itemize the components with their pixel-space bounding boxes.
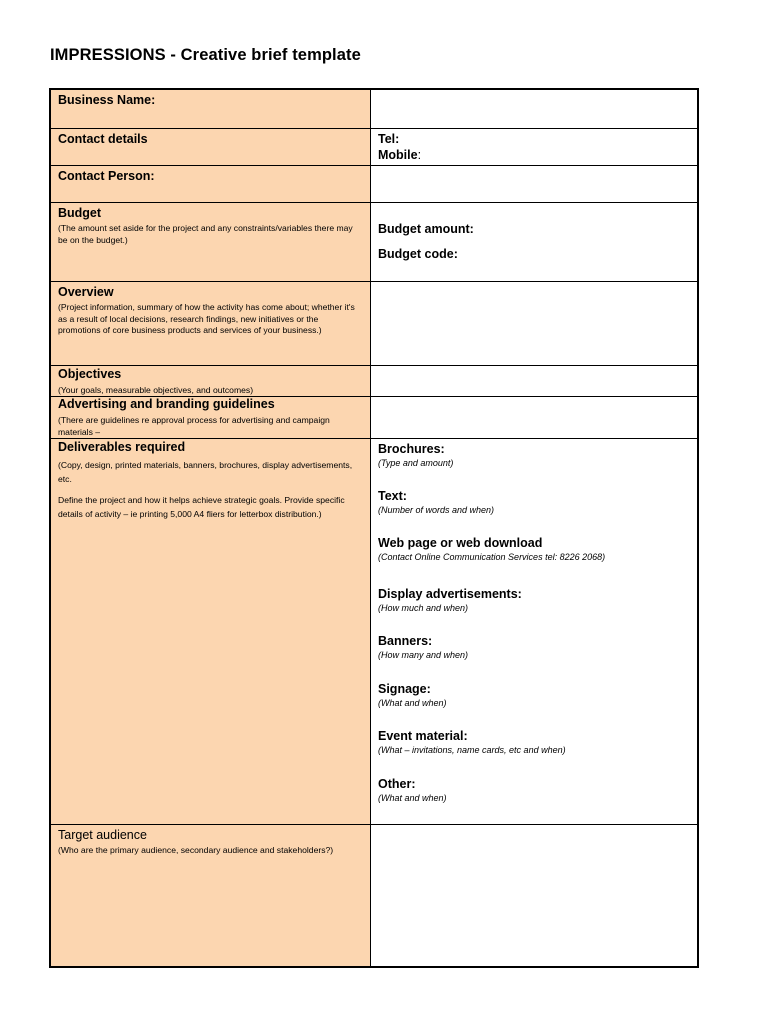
label-cell <box>51 129 371 166</box>
overview-label: Overview <box>58 285 114 299</box>
brochures-hint: (Type and amount) <box>378 458 454 468</box>
overview-field[interactable] <box>372 282 697 366</box>
text-label: Text: <box>378 489 407 503</box>
contact-details-field[interactable] <box>372 129 697 166</box>
tel-label: Tel: <box>378 132 400 146</box>
row-overview <box>51 281 697 366</box>
banners-hint: (How many and when) <box>378 650 469 660</box>
row-objectives <box>51 365 697 397</box>
display-ads-hint: (How much and when) <box>378 603 469 613</box>
row-deliverables <box>51 438 697 825</box>
other-label: Other: <box>378 777 416 791</box>
label-cell <box>51 203 371 282</box>
display-ads-label: Display advertisements: <box>378 587 522 601</box>
signage-hint: (What and when) <box>378 698 447 708</box>
brochures-label: Brochures: <box>378 442 445 456</box>
business-name-field[interactable] <box>372 90 697 128</box>
deliverables-field[interactable] <box>372 439 697 825</box>
banners-label: Banners: <box>378 634 433 648</box>
contact-person-field[interactable] <box>372 166 697 203</box>
deliverables-label: Deliverables required <box>58 440 186 454</box>
mobile-label: Mobile <box>378 148 418 162</box>
row-contact-details <box>51 128 697 166</box>
other-hint: (What and when) <box>378 793 447 803</box>
row-contact-person <box>51 165 697 203</box>
target-audience-label: Target audience <box>58 828 147 842</box>
mobile-colon: : <box>417 148 422 162</box>
contact-details-label: Contact details <box>58 132 148 146</box>
deliverable-item-other <box>378 776 447 804</box>
guidelines-label: Advertising and branding guidelines <box>58 397 275 411</box>
label-cell <box>51 825 371 966</box>
business-name-label: Business Name: <box>58 93 156 107</box>
contact-person-label: Contact Person: <box>58 169 155 183</box>
event-material-hint: (What – invitations, name cards, etc and when) <box>378 745 566 755</box>
deliverable-item-banners <box>378 633 468 661</box>
deliverable-item-display-ads <box>378 586 522 614</box>
deliverable-item-web-page <box>378 535 605 563</box>
target-audience-field[interactable] <box>372 825 697 966</box>
web-page-hint: (Contact Online Communication Services tel: 8226 2068) <box>378 552 606 562</box>
deliverables-note-2: Define the project and how it helps achieve strategic goals. Provide specific details of activity – ie printing 5,000 A4 fliers for letterbox distribution.) <box>58 495 345 519</box>
deliverable-item-signage <box>378 681 447 709</box>
budget-label: Budget <box>58 206 102 220</box>
deliverable-item-text <box>378 488 494 516</box>
event-material-label: Event material: <box>378 729 468 743</box>
deliverable-item-brochures <box>378 441 453 469</box>
target-audience-note: (Who are the primary audience, secondary audience and stakeholders?) <box>58 845 334 855</box>
row-budget <box>51 202 697 282</box>
row-guidelines <box>51 396 697 439</box>
label-cell <box>51 366 371 397</box>
objectives-label: Objectives <box>58 367 122 381</box>
budget-amount-label: Budget amount: <box>378 222 474 236</box>
deliverables-note-1: (Copy, design, printed materials, banners, brochures, display advertisements, etc. <box>58 460 353 484</box>
mobile-line <box>378 147 691 163</box>
label-cell <box>51 282 371 366</box>
page-title: IMPRESSIONS - Creative brief template <box>50 46 361 64</box>
objectives-field[interactable] <box>372 366 697 397</box>
text-hint: (Number of words and when) <box>378 505 495 515</box>
deliverable-item-event-material <box>378 728 566 756</box>
web-page-label: Web page or web download <box>378 536 543 550</box>
budget-field[interactable] <box>372 203 697 282</box>
row-business-name <box>51 90 697 128</box>
label-cell <box>51 166 371 203</box>
row-target-audience <box>51 824 697 966</box>
budget-note: (The amount set aside for the project and any constraints/variables there may be on the budget.) <box>58 223 353 245</box>
objectives-note: (Your goals, measurable objectives, and outcomes) <box>58 385 254 395</box>
guidelines-field[interactable] <box>372 397 697 439</box>
label-cell <box>51 397 371 439</box>
signage-label: Signage: <box>378 682 431 696</box>
label-cell <box>51 90 371 128</box>
overview-note: (Project information, summary of how the activity has come about; whether it's as a result of local decisions, research findings, new initiatives or the promotions of core business products and services of your business.) <box>58 302 355 335</box>
creative-brief-table <box>49 88 699 968</box>
budget-code-label: Budget code: <box>378 247 458 261</box>
label-cell <box>51 439 371 825</box>
guidelines-note: (There are guidelines re approval process for advertising and campaign materials – <box>58 415 330 437</box>
